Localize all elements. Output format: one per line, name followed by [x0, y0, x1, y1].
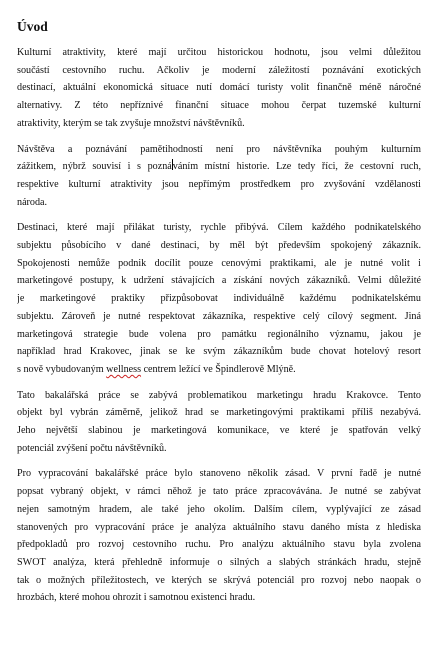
section-heading: Úvod [17, 19, 48, 34]
text-line: marketingová strategie bude volena pro památku regionálního významu, jakou je [17, 328, 421, 340]
text-line: tak o možných příležitostech, ve kterých se skrývá potenciál pro rozvoj nebo naopak o [17, 574, 421, 586]
paragraph-4[interactable] [17, 387, 421, 458]
text-line: subjektu působícího v dané destinaci, by měl být především spokojený zákazník. [17, 240, 421, 252]
text-line: popsat vybraný objekt, v rámci něhož je tato práce zpracovávána. Je nutné se zabývat [17, 486, 421, 498]
text-line: stanovených pro vypracování práce je analýza aktuálního stavu daného místa z hlediska [17, 521, 421, 533]
text-line: hrozbách, které mohou ohrozit i samotnou existenci hradu. [17, 592, 256, 604]
text-line: alternativy. Z této nepříznivé finanční situace mohou čerpat tuzemské kulturní [17, 100, 421, 112]
text-line: nejen samotným hradem, ale také jeho okolím. Dalším cílem, vyplývající ze zásad [17, 503, 421, 515]
text-line: Spokojenosti nemůže podnik docílit pouze cenovými praktikami, ale je nutné volit i [17, 257, 421, 269]
paragraph-3[interactable] [17, 219, 421, 378]
text-line: SWOT analýza, která přehledně informuje o silných a slabých stránkách hradu, stejně [17, 556, 421, 568]
text-line: Návštěva a poznávání pamětihodností není pro návštěvníka pouhým kulturním [17, 143, 421, 155]
text-line: je marketingové praktiky přizpůsobovat individuálně každému podnikatelskému [17, 293, 421, 305]
text-line: Jeho největší slabinou je marketingová komunikace, ve které je spatřován velký [17, 425, 421, 437]
text-line: subjektu. Zároveň je nutné respektovat zákazníka, respektive celý cílový segment. Jiná [17, 310, 421, 322]
paragraph-5[interactable] [17, 465, 421, 607]
spellcheck-flagged-word[interactable]: wellness [106, 363, 142, 375]
paragraph-1[interactable] [17, 44, 421, 133]
text-line: Destinaci, které mají přilákat turisty, rychle přibývá. Cílem každého podnikatelského [17, 222, 421, 234]
text-line: Pro vypracování bakalářské práce bylo stanoveno několik zásad. V první řadě je nutné [17, 468, 421, 480]
text-line: atraktivity, kterým se tak zvyšuje množství návštěvníků. [17, 117, 245, 129]
text-cursor [172, 159, 173, 170]
text-line-part: zážitkem, nýbrž souvisí i s poznáváním místní historie. Lze tedy říci, že cestovní ruch, [17, 161, 421, 173]
text-line-with-spellcheck: s nově vybudovaným wellness centrem ležící ve Špindlerově Mlýně. [17, 363, 296, 375]
text-line: objekt byl vybrán záměrně, jelikož hrad se marketingovými praktikami příliš nezabývá. [17, 407, 421, 419]
text-line-with-caret [17, 158, 421, 176]
text-line: respektive kulturní atraktivity jsou nepřímým prostředkem pro zvyšování vzdělanosti [17, 178, 421, 190]
text-line: marketingové postupy, k udržení stávajících a získání nových zákazníků. Velmi důležité [17, 275, 421, 287]
text-line: Kulturní atraktivity, které mají určitou historickou hodnotu, jsou velmi důležitou [17, 47, 421, 58]
text-line: národa. [17, 196, 48, 208]
text-line: například hrad Krakovec, jinak se ke svým zákazníkům bude chovat hotelový resort [17, 346, 421, 358]
text-line: předpokladů pro rozvoj cestovního ruchu. Pro analýzu aktuálního stavu byla zvolena [17, 539, 421, 551]
text-line: součástí cestovního ruchu. Ačkoliv je moderní záležitostí poznávání exotických [17, 64, 421, 76]
text-line: Tato bakalářská práce se zabývá problematikou marketingu hradu Krakovce. Tento [17, 389, 421, 401]
paragraph-2[interactable] [17, 141, 421, 212]
text-line: potenciál zvýšení počtu návštěvníků. [17, 442, 167, 454]
text-line: destinací, aktuální ekonomická situace nutí domácí turisty volit finančně méně náročné [17, 82, 421, 94]
